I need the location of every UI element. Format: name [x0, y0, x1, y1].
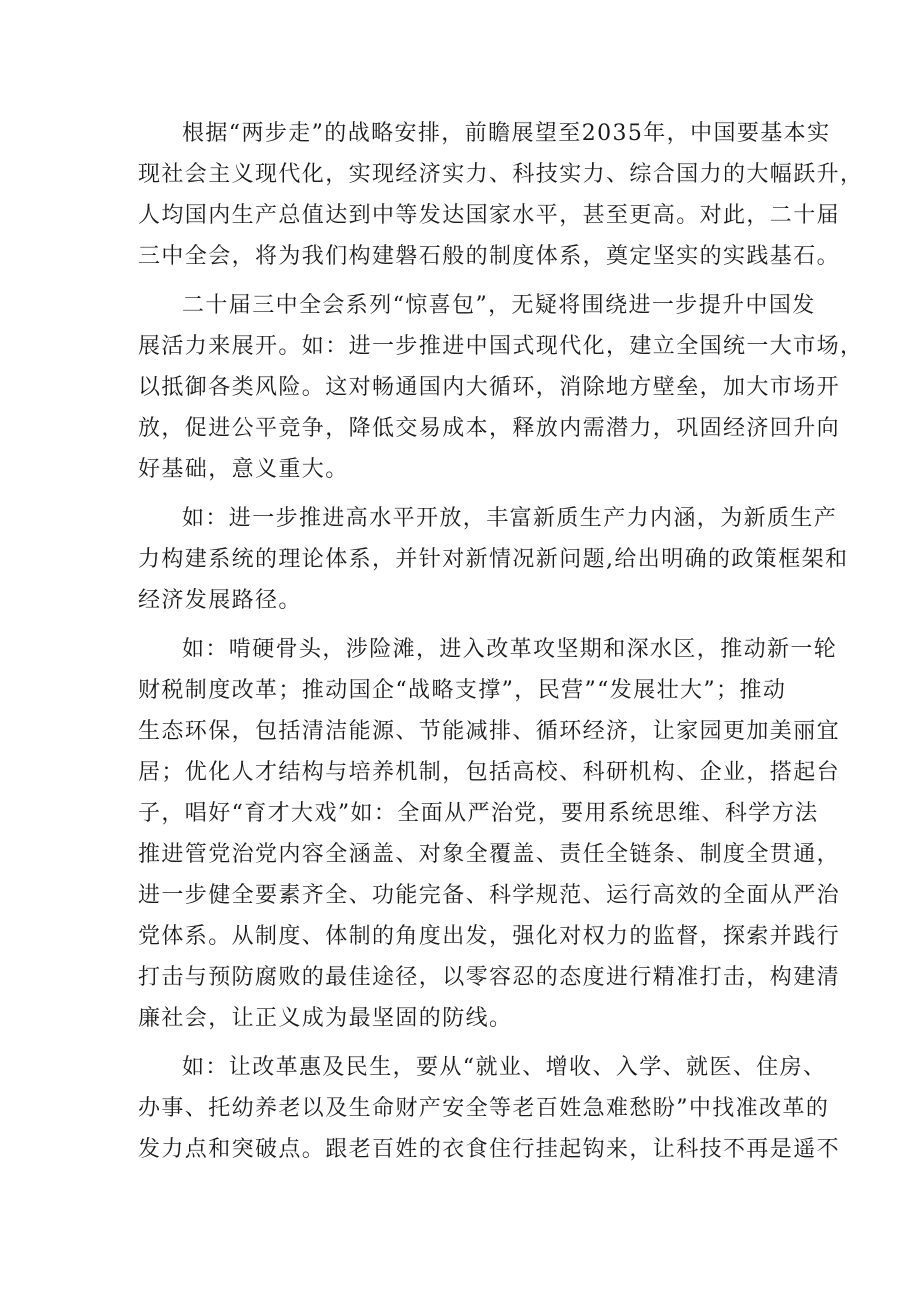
text-line: 展活力来展开。如：进一步推进中国式现代化，建立全国统一大市场，: [138, 334, 864, 359]
text-line: 经济发展路径。: [138, 588, 302, 613]
text-line: 放，促进公平竞争，降低交易成本，释放内需潜力，巩固经济回升向: [138, 416, 841, 441]
text-line: 进一步健全要素齐全、功能完备、科学规范、运行高效的全面从严治: [138, 883, 841, 908]
text-line: 三中全会，将为我们构建磐石般的制度体系，奠定坚实的实践基石。: [138, 244, 841, 269]
text-line: 廉社会，让正义成为最坚固的防线。: [138, 1006, 513, 1031]
paragraph-5: [138, 1047, 841, 1170]
text-line: 以抵御各类风险。这对畅通国内大循环，消除地方壁垒，加大市场开: [138, 375, 841, 400]
paragraph-1: [138, 113, 864, 277]
text-line: 如：啃硬骨头，涉险滩，进入改革攻坚期和深水区，推动新一轮: [182, 637, 838, 662]
document-body: [138, 113, 864, 1178]
text-line: 现社会主义现代化，实现经济实力、科技实力、综合国力的大幅跃升，: [138, 162, 864, 187]
text-line: 生态环保，包括清洁能源、节能减排、循环经济，让家园更加美丽宜: [138, 719, 841, 744]
paragraph-3: [138, 498, 849, 621]
text-line: 打击与预防腐败的最佳途径，以零容忍的态度进行精准打击，构建清: [138, 965, 841, 990]
text-line: 财税制度改革；推动国企“战略支撑”，民营”“发展壮大”；推动: [138, 678, 787, 703]
text-line: 力构建系统的理论体系，并针对新情况新问题,给出明确的政策框架和: [138, 547, 849, 572]
text-line: 根据“两步走”的战略安排，前瞻展望至2035年，中国要基本实: [182, 121, 831, 146]
text-line: 如：让改革惠及民生，要从“就业、增收、入学、就医、住房、: [182, 1055, 827, 1080]
text-line: 发力点和突破点。跟老百姓的衣食住行挂起钩来，让科技不再是遥不: [138, 1137, 841, 1162]
text-line: 好基础，意义重大。: [138, 457, 349, 482]
text-line: 子，唱好“育才大戏”如：全面从严治党，要用系统思维、科学方法: [138, 801, 819, 826]
text-line: 二十届三中全会系列“惊喜包”，无疑将围绕进一步提升中国发: [182, 293, 816, 318]
text-line: 办事、托幼养老以及生命财产安全等老百姓急难愁盼”中找准改革的: [138, 1096, 830, 1121]
text-line: 人均国内生产总值达到中等发达国家水平，甚至更高。对此，二十届: [138, 203, 841, 228]
text-line: 推进管党治党内容全涵盖、对象全覆盖、责任全链条、制度全贯通，: [138, 842, 841, 867]
paragraph-4: [138, 629, 841, 1039]
text-line: 党体系。从制度、体制的角度出发，强化对权力的监督，探索并践行: [138, 924, 841, 949]
text-line: 如：进一步推进高水平开放，丰富新质生产力内涵，为新质生产: [182, 506, 838, 531]
paragraph-2: [138, 285, 864, 490]
text-line: 居；优化人才结构与培养机制，包括高校、科研机构、企业，搭起台: [138, 760, 841, 785]
